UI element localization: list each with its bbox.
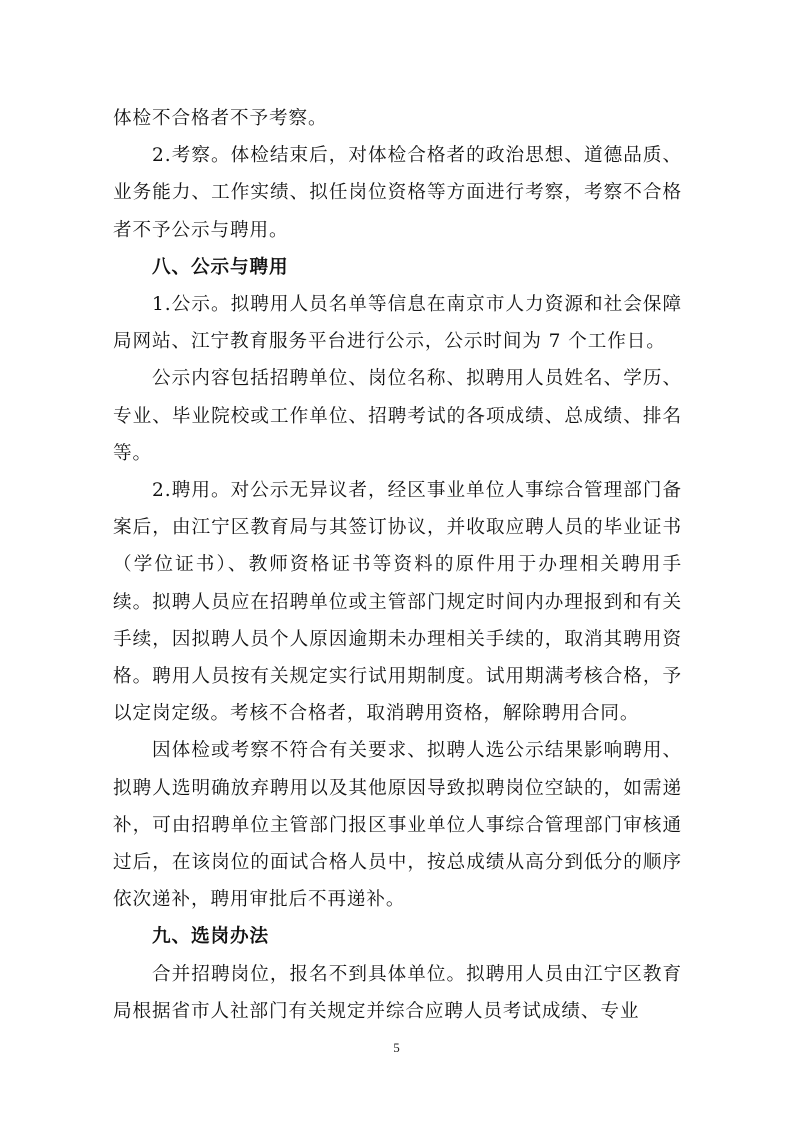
paragraph-exam-fail: 体检不合格者不予考察。 <box>113 108 328 129</box>
paragraph-publicity-content: 公示内容包括招聘单位、岗位名称、拟聘用人员姓名、学历、专业、毕业院校或工作单位、招聘考试的各项成绩、总成绩、排名等。 <box>113 368 682 464</box>
paragraph-publicity: 1.公示。拟聘用人员名单等信息在南京市人力资源和社会保障局网站、江宁教育服务平台进行公示，公示时间为 7 个工作日。 <box>113 294 682 353</box>
section-heading-publicity-employment: 八、公示与聘用 <box>152 256 289 278</box>
paragraph-inspection: 2.考察。体检结束后，对体检合格者的政治思想、道德品质、业务能力、工作实绩、拟任岗位资格等方面进行考察，考察不合格者不予公示与聘用。 <box>113 145 682 241</box>
page-number: 5 <box>393 1040 400 1055</box>
paragraph-position-selection: 合并招聘岗位，报名不到具体单位。拟聘用人员由江宁区教育局根据省市人社部门有关规定并综合应聘人员考试成绩、专业 <box>113 963 682 1022</box>
document-body <box>113 100 682 1030</box>
paragraph-replacement: 因体检或考察不符合有关要求、拟聘人选公示结果影响聘用、拟聘人选明确放弃聘用以及其他原因导致拟聘岗位空缺的，如需递补，可由招聘单位主管部门报区事业单位人事综合管理部门审核通过后，在该岗位的面试合格人员中，按总成绩从高分到低分的顺序依次递补，聘用审批后不再递补。 <box>113 740 682 911</box>
section-heading-position-selection: 九、选岗办法 <box>152 926 270 948</box>
paragraph-employment: 2.聘用。对公示无异议者，经区事业单位人事综合管理部门备案后，由江宁区教育局与其签订协议，并收取应聘人员的毕业证书（学位证书）、教师资格证书等资料的原件用于办理相关聘用手续。拟聘人员应在招聘单位或主管部门规定时间内办理报到和有关手续，因拟聘人员个人原因逾期未办理相关手续的，取消其聘用资格。聘用人员按有关规定实行试用期制度。试用期满考核合格，予以定岗定级。考核不合格者，取消聘用资格，解除聘用合同。 <box>113 480 682 725</box>
